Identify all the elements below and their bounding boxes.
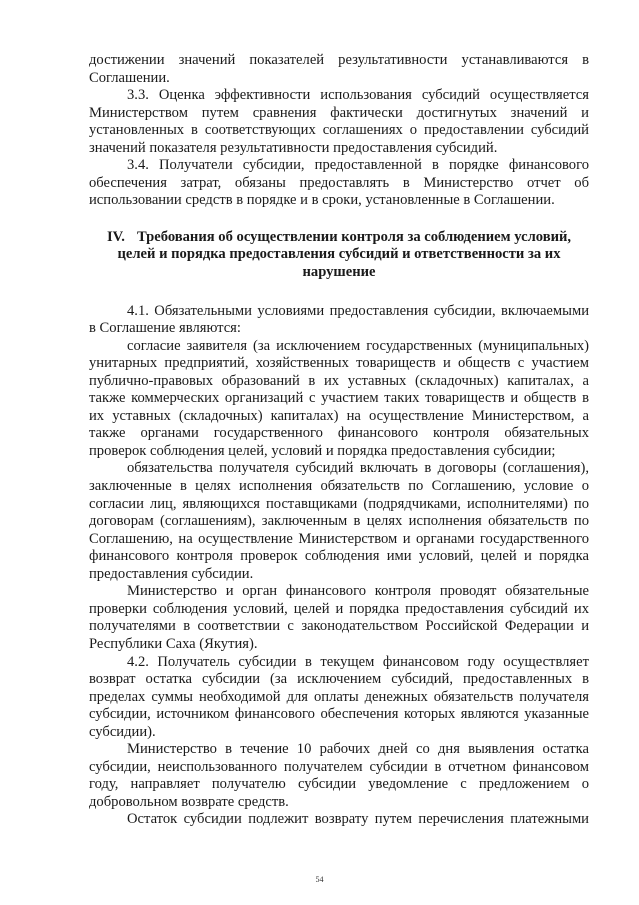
paragraph: Министерство и орган финансового контроля проводят обязательные проверки соблюдения условий, целей и порядка предоставления субсидий их получателями в соответствии с законодательством Российской Федерации и Республики Саха (Якутия). (89, 583, 589, 652)
paragraphs-top (89, 52, 589, 210)
section-number: IV. (106, 228, 125, 245)
paragraph: согласие заявителя (за исключением государственных (муниципальных) унитарных предприятий, хозяйственных товариществ и обществ с участием публично-правовых образований в их уставных (складочных) капиталах, а также коммерческих организаций с участием таких товариществ и обществ в их уставных (складочных) капиталах) на осуществление Министерством, а также органами государственного финансового контроля обязательных проверок соблюдения целей, условий и порядка предоставления субсидии; (89, 337, 589, 459)
section-heading (89, 229, 589, 282)
page-number: 54 (315, 875, 324, 884)
paragraph: обязательства получателя субсидий включать в договоры (соглашения), заключенные в целях исполнения обязательств по Соглашению, условие о согласии лиц, являющихся поставщиками (подрядчиками, исполнителями) по договорам (соглашениям), заключенным в целях исполнения обязательств по Соглашению, на осуществление Министерством и органами государственного финансового контроля проверок соблюдения ими условий, целей и порядка предоставления субсидии. (89, 460, 589, 582)
section-title: Требования об осуществлении контроля за соблюдением условий, целей и порядка предоставления субсидий и ответственности за их нарушение (117, 228, 572, 281)
paragraph: Остаток субсидии подлежит возврату путем перечисления платежными (127, 811, 589, 828)
paragraph: 3.3. Оценка эффективности использования субсидий осуществляется Министерством путем сравнения фактически достигнутых значений и установленных в соответствующих соглашениях о предоставлении субсидий значений показателя результативности предоставления субсидий. (89, 87, 589, 156)
paragraph: 4.2. Получатель субсидии в текущем финансовом году осуществляет возврат остатка субсидии (за исключением субсидий, предоставленных в пределах суммы необходимой для оплаты денежных обязательств получателя субсидии, источником финансового обеспечения которых являются указанные субсидии). (89, 653, 589, 740)
paragraph: Министерство в течение 10 рабочих дней со дня выявления остатка субсидии, неиспользованного получателем субсидии в отчетном финансовом году, направляет получателю субсидии уведомление с предложением о добровольном возврате средств. (89, 741, 589, 810)
paragraphs-bottom (89, 303, 589, 829)
paragraph: достижении значений показателей результативности устанавливаются в Соглашении. (89, 52, 589, 86)
page-body (89, 52, 589, 829)
paragraph: 3.4. Получатели субсидии, предоставленной в порядке финансового обеспечения затрат, обязаны предоставлять в Министерство отчет об использовании средств в порядке и в сроки, установленные в Соглашении. (89, 157, 589, 209)
paragraph: 4.1. Обязательными условиями предоставления субсидии, включаемыми в Соглашение являются: (89, 302, 589, 337)
